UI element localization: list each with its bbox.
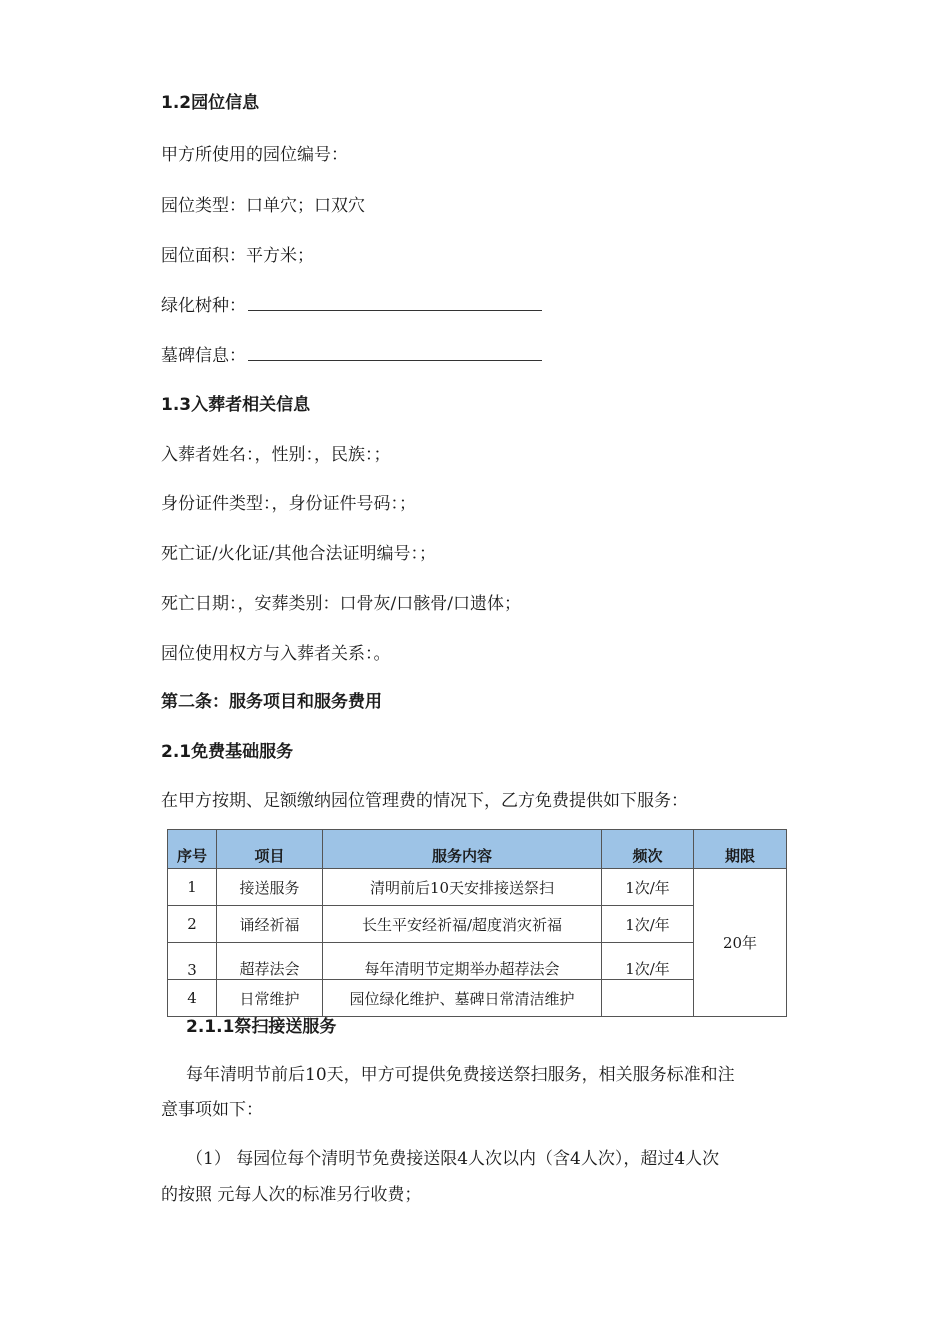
- row-content: 清明前后10天安排接送祭扫: [323, 869, 602, 906]
- row-no: 3: [168, 943, 217, 980]
- deceased-name-line: 入葬者姓名：，性别：，民族：；: [161, 445, 391, 465]
- section-2-1-heading: 2.1免费基础服务: [161, 742, 294, 762]
- header-item: 项目: [217, 830, 323, 869]
- rule-1-line-1: （1） 每园位每个清明节免费接送限4人次以内（含4人次），超过4人次: [186, 1149, 720, 1169]
- row-item: 超荐法会: [217, 943, 323, 980]
- table-header-row: [168, 830, 787, 869]
- row-frequency: 1次/年: [602, 906, 694, 943]
- stele-info-blank: [248, 344, 542, 361]
- section-1-2-heading: 1.2园位信息: [161, 93, 260, 113]
- section-1-3-heading: 1.3入葬者相关信息: [161, 395, 311, 415]
- pickup-paragraph-line-1: 每年清明节前后10天，甲方可提供免费接送祭扫服务，相关服务标准和注: [186, 1065, 735, 1085]
- row-frequency: [602, 980, 694, 1017]
- row-no: 2: [168, 906, 217, 943]
- plot-area-line: 园位面积：平方米；: [161, 246, 314, 266]
- row-frequency: 1次/年: [602, 943, 694, 980]
- row-content: 每年清明节定期举办超荐法会: [323, 943, 602, 980]
- stele-info-line: [161, 344, 542, 367]
- row-content: 园位绿化维护、墓碑日常清洁维护: [323, 980, 602, 1017]
- tree-species-line: [161, 294, 542, 317]
- pickup-paragraph-line-2: 意事项如下：: [161, 1100, 263, 1120]
- row-frequency: 1次/年: [602, 869, 694, 906]
- row-item: 诵经祈福: [217, 906, 323, 943]
- header-content: 服务内容: [323, 830, 602, 869]
- tree-species-label: 绿化树种：: [161, 296, 246, 316]
- table-row: [168, 869, 787, 906]
- section-2-1-1-heading: 2.1.1祭扫接送服务: [186, 1017, 337, 1037]
- header-term: 期限: [694, 830, 787, 869]
- header-frequency: 频次: [602, 830, 694, 869]
- death-certificate-line: 死亡证/火化证/其他合法证明编号：；: [161, 544, 436, 564]
- relationship-line: 园位使用权方与入葬者关系：。: [161, 644, 391, 664]
- article-2-heading: 第二条：服务项目和服务费用: [161, 692, 382, 712]
- rule-1-line-2: 的按照 元每人次的标准另行收费；: [161, 1185, 422, 1205]
- header-no: 序号: [168, 830, 217, 869]
- row-no: 4: [168, 980, 217, 1017]
- section-2-1-intro: 在甲方按期、足额缴纳园位管理费的情况下，乙方免费提供如下服务：: [161, 791, 688, 811]
- row-content: 长生平安经祈福/超度消灾祈福: [323, 906, 602, 943]
- row-no: 1: [168, 869, 217, 906]
- id-document-line: 身份证件类型：，身份证件号码：；: [161, 494, 416, 514]
- stele-info-label: 墓碑信息：: [161, 346, 246, 366]
- death-date-line: 死亡日期：，安葬类别：口骨灰/口骸骨/口遗体；: [161, 594, 521, 614]
- row-item: 接送服务: [217, 869, 323, 906]
- plot-number-line: 甲方所使用的园位编号：: [161, 145, 348, 165]
- row-item: 日常维护: [217, 980, 323, 1017]
- tree-species-blank: [248, 294, 542, 311]
- plot-type-line: 园位类型：口单穴；口双穴: [161, 196, 365, 216]
- term-cell: 20年: [694, 869, 787, 1017]
- free-services-table: [167, 829, 787, 1017]
